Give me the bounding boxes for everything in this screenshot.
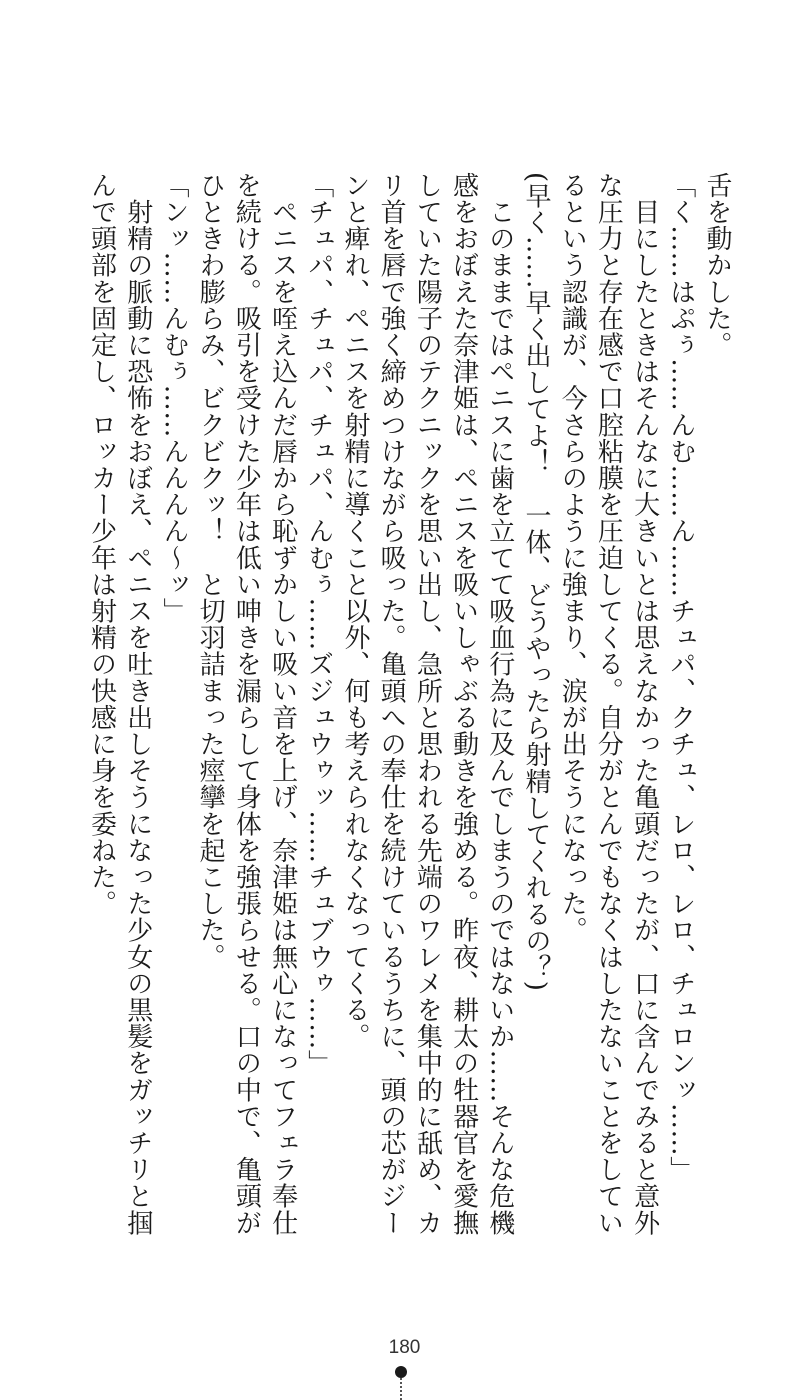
text-line: このままではペニスに歯を立てて吸血行為に及んでしまうのではないか……そんな危機 [484,172,515,1236]
text-line: を続ける。吸引を受けた少年は低い呻きを漏らして身体を強張らせる。口の中で、亀頭が [231,172,262,1236]
text-line: 舌を動かした。 [702,172,732,359]
text-line: んで頭部を固定し、ロッカー少年は射精の快感に身を委ねた。 [86,172,117,917]
text-line: 感をおぼえた奈津姫は、ペニスを吸いしゃぶる動きを強める。昨夜、耕太の牡器官を愛撫 [448,172,479,1236]
text-line: 「チュパ、チュパ、チュパ、んむぅ……ズジュウゥッ……チュブウゥ……」 [303,172,334,1077]
text-line: リ首を唇で強く締めつけながら吸った。亀頭への奉仕を続けているうちに、頭の芯がジー [376,172,407,1236]
text-line: していた陽子のテクニックを思い出し、急所と思われる先端のワレメを集中的に舐め、カ [412,172,443,1236]
page-number: 180 [388,1337,421,1358]
page-marker-dot-icon [395,1366,407,1378]
text-line: ひときわ膨らみ、ビクビクッ！ と切羽詰まった痙攣を起こした。 [195,172,226,970]
text-line: ペニスを咥え込んだ唇から恥ずかしい吸い音を上げ、奈津姫は無心になってフェラ奉仕 [267,172,298,1236]
text-line: 「ンッ……んむぅ……んんんん～ッ」 [158,172,189,625]
text-line: るという認識が、今さらのように強まり、涙が出そうになった。 [557,172,588,944]
page-marker-dotted-line [400,1378,402,1400]
text-line: (早く……早く出してよ！ 一体、どうやったら射精してくれるの？) [520,172,551,992]
text-line: な圧力と存在感で口腔粘膜を圧迫してくる。自分がとんでもなくはしたないことをしてい [593,172,624,1236]
vertical-body-text [75,172,735,1302]
text-line: ンと痺れ、ペニスを射精に導くこと以外、何も考えられなくなってくる。 [339,172,370,1050]
text-line: 「く……はぷぅ……んむ……ん……チュパ、クチュ、レロ、レロ、チュロンッ……」 [665,172,696,1183]
text-line: 射精の脈動に恐怖をおぼえ、ペニスを吐き出しそうになった少女の黒髪をガッチリと掴 [122,172,153,1236]
text-line: 目にしたときはそんなに大きいとは思えなかった亀頭だったが、口に含んでみると意外 [629,172,660,1236]
